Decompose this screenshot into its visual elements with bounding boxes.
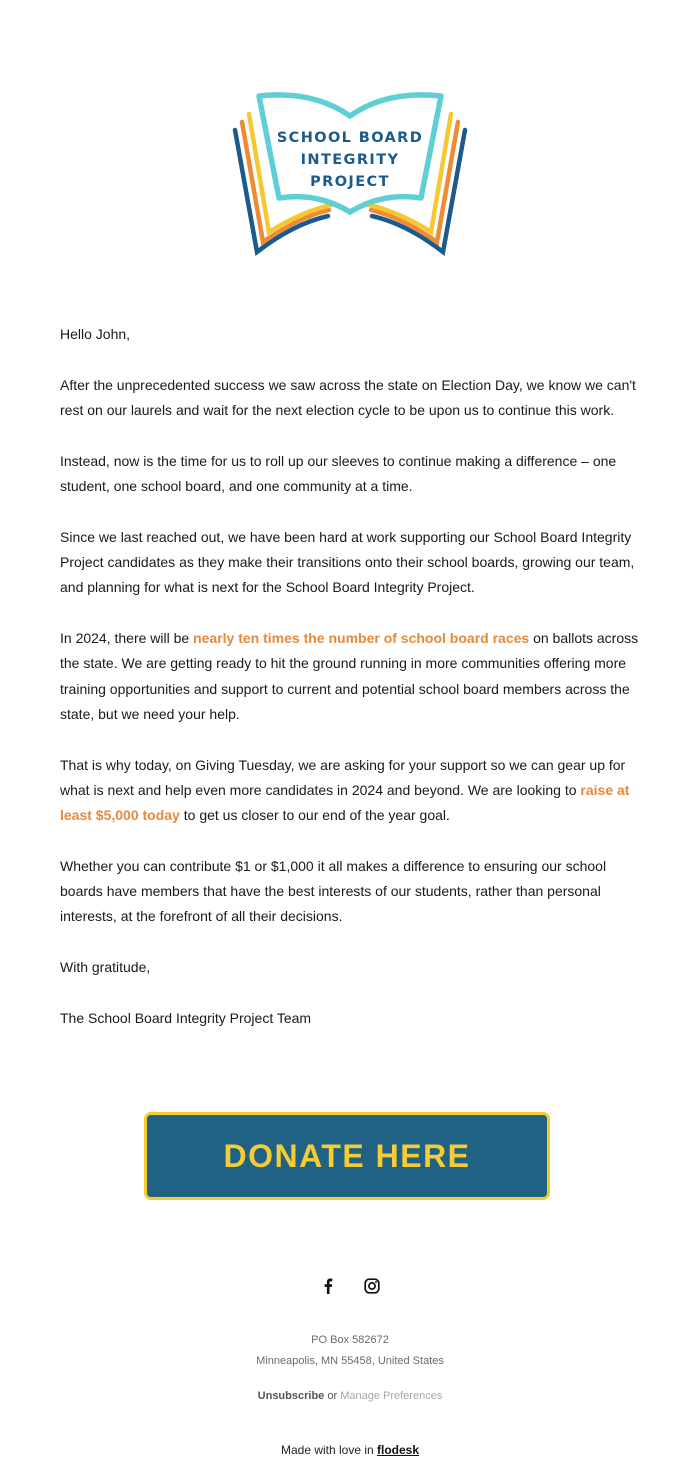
logo-line-2: INTEGRITY [300,152,400,168]
unsubscribe-link[interactable]: Unsubscribe [257,1390,325,1402]
logo-line-1: SCHOOL BOARD [276,130,424,146]
paragraph-6: Whether you can contribute $1 or $1,000 it all makes a difference to ensuring our school boards have members that have the best interests of our students, rather than personal interests, at the forefront of all their decisions. [60,857,607,925]
signature: The School Board Integrity Project Team [60,1009,312,1026]
paragraph-3: Since we last reached out, we have been hard at work supporting our School Board Integrity Project candidates as they make their transitions onto their school boards, growing our team, and planning for what is next for the School Board Integrity Project. [60,528,635,596]
paragraph-5-start: That is why today, on Giving Tuesday, we are asking for your support so we can gear up for what is next and help even more candidates in 2024 and beyond. We are looking to [60,756,626,798]
paragraph-2: Instead, now is the time for us to roll up our sleeves to continue making a difference – one student, one school board, and one community at a time. [60,452,617,494]
city-state: Minneapolis, MN 55458, United States [256,1354,444,1367]
footer-preferences [0,1390,700,1402]
school-board-integrity-project-logo [225,88,475,260]
donate-button[interactable]: DONATE HERE [144,1112,550,1200]
manage-preferences-link[interactable]: Manage Preferences [340,1390,443,1402]
made-with-love-text: Made with love in [280,1443,378,1457]
facebook-icon[interactable] [319,1276,337,1296]
instagram-icon[interactable] [363,1276,381,1296]
po-box: PO Box 582672 [311,1334,389,1346]
or-text: or [324,1390,341,1402]
closing: With gratitude, [60,959,151,976]
paragraph-4-end: on ballots across the state. We are getting ready to hit the ground running in more communities offering more training opportunities and support to current and potential school board members across the state, but we need your help. [60,629,639,722]
made-with-flodesk [0,1443,700,1457]
greeting: Hello John, [60,326,131,342]
letter-body [60,322,642,1056]
paragraph-4 [60,626,642,727]
highlight-fundraising-goal: raise at least $5,000 today [60,781,630,824]
logo-line-3: PROJECT [310,174,390,190]
paragraph-5 [60,753,642,829]
paragraph-4-start: In 2024, there will be [60,629,194,646]
flodesk-link[interactable]: flodesk [377,1443,420,1457]
social-links [0,1276,700,1296]
highlight-school-board-races: nearly ten times the number of school board races [193,629,530,646]
footer-address [0,1330,700,1371]
paragraph-5-end: to get us closer to our end of the year goal. [179,807,450,824]
paragraph-1: After the unprecedented success we saw across the state on Election Day, we know we can't rest on our laurels and wait for the next election cycle to be upon us to continue this work. [60,376,636,418]
